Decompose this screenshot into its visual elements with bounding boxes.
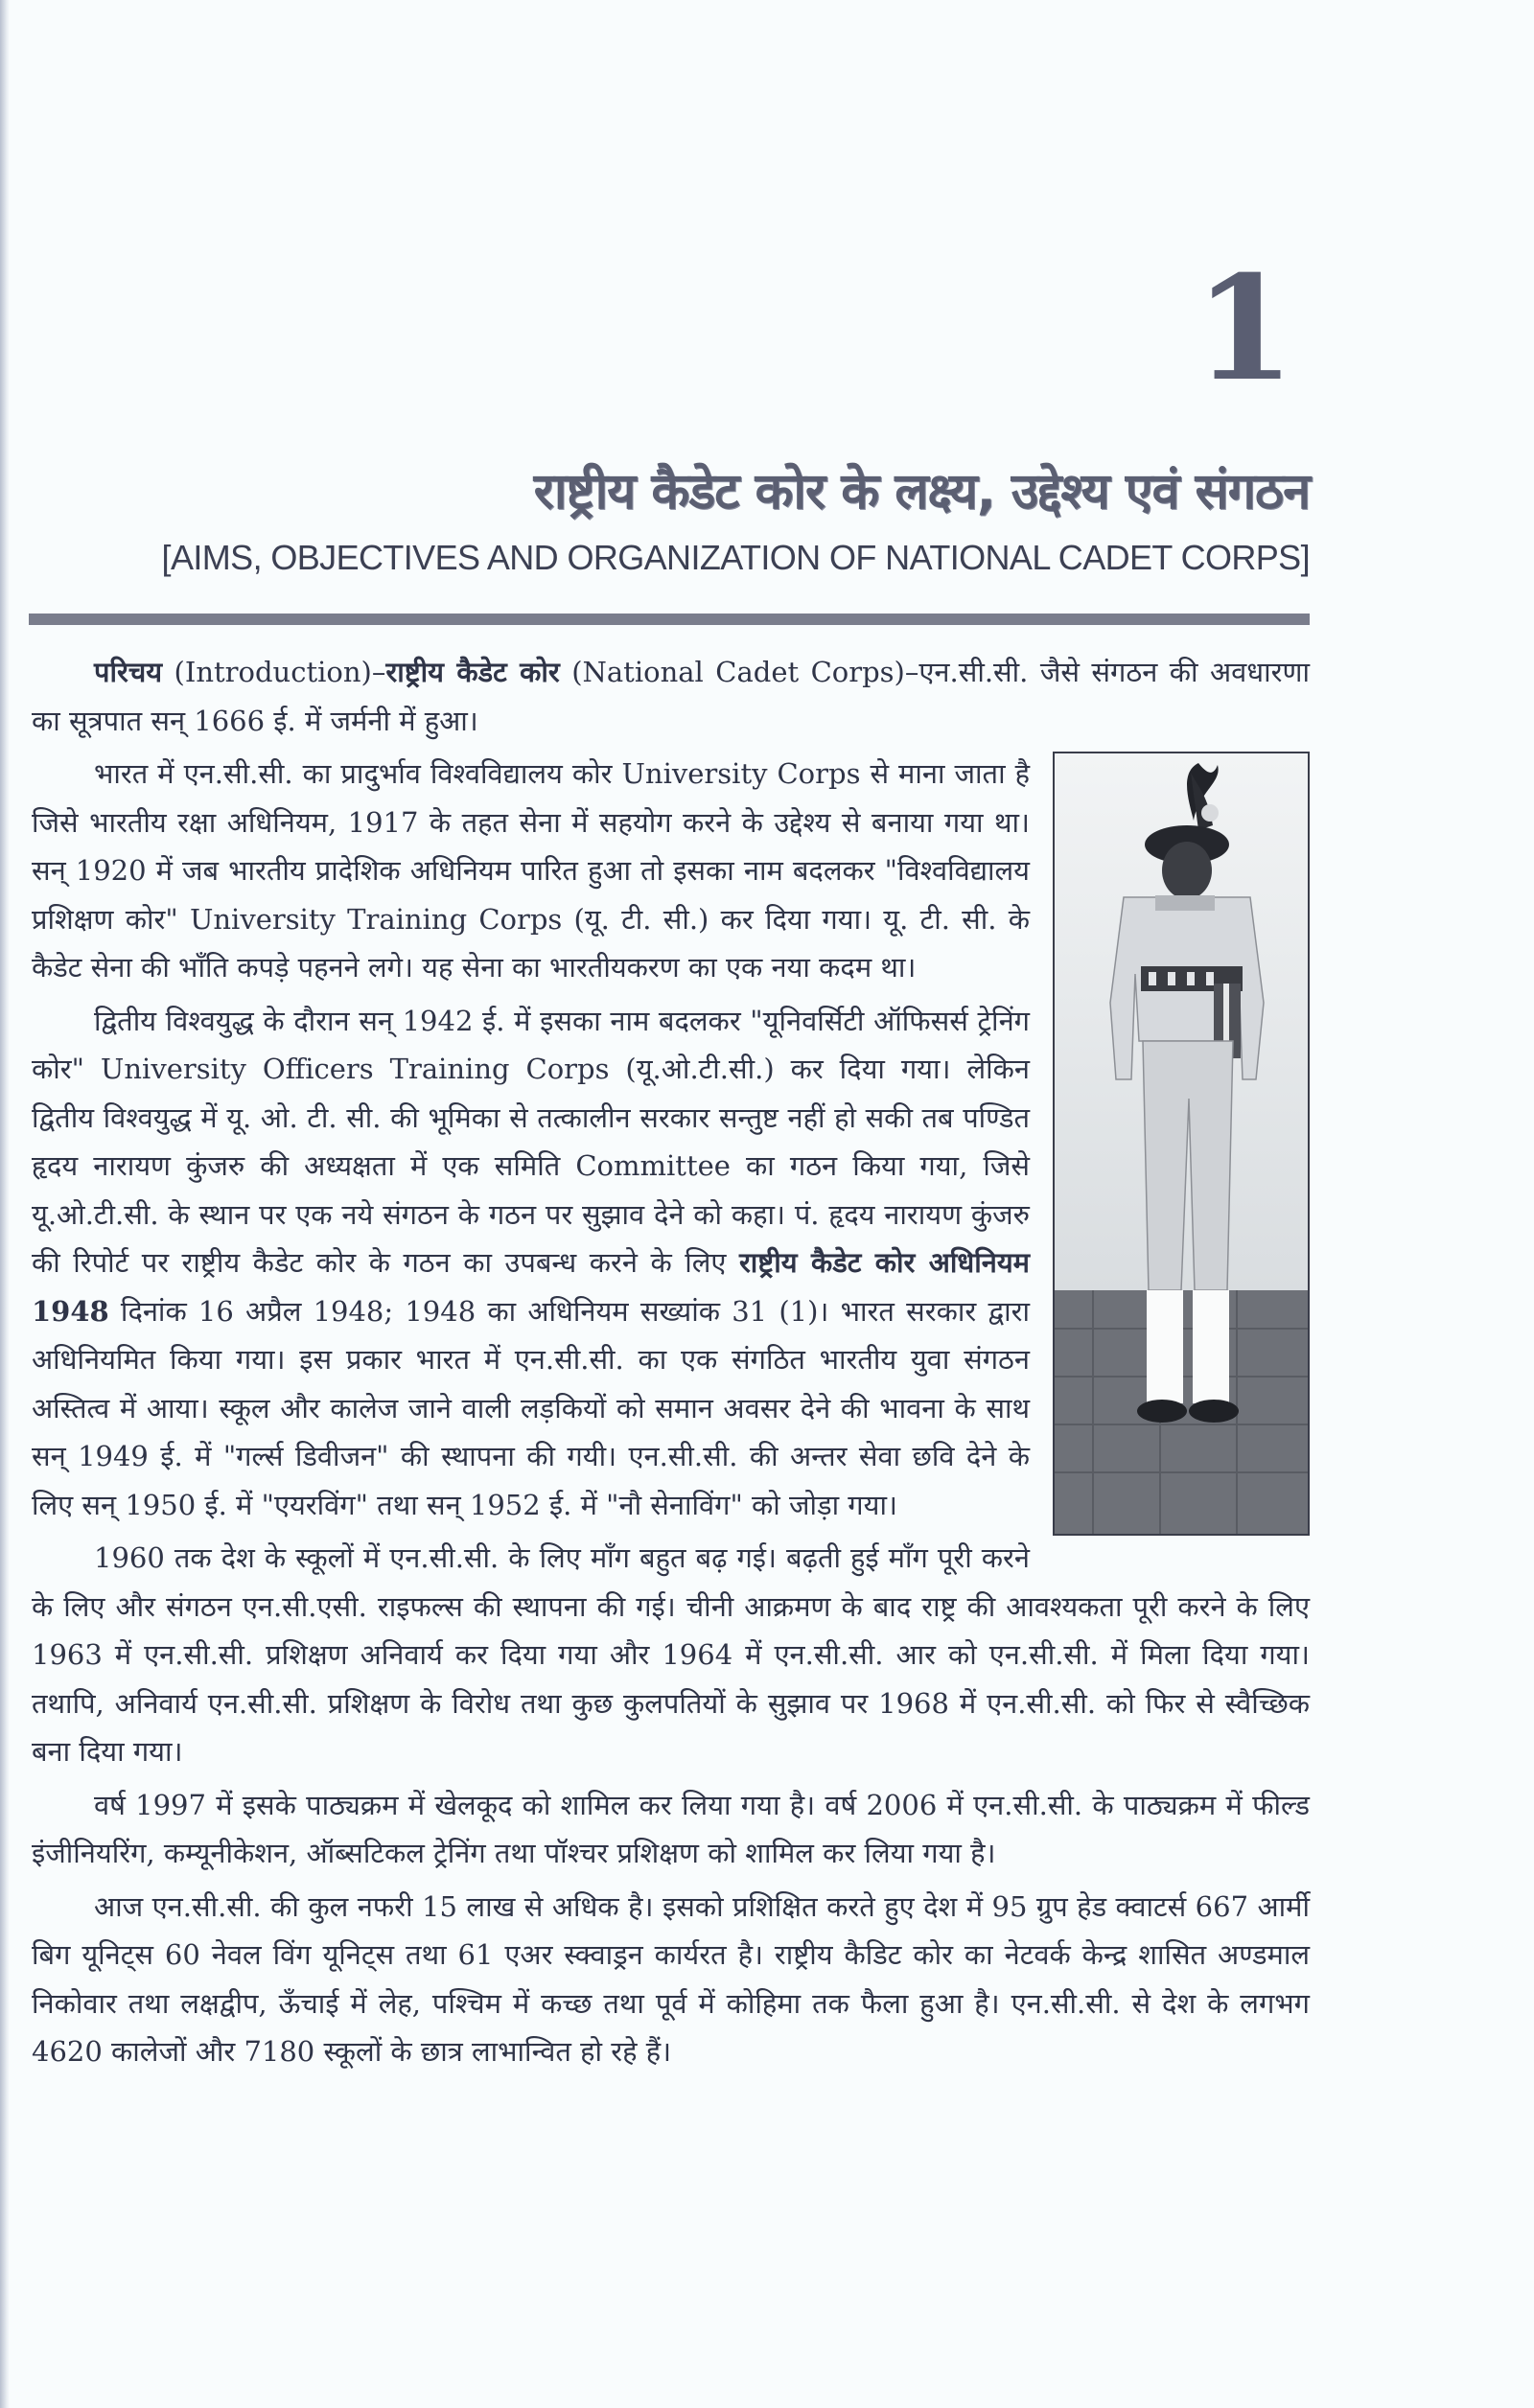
ncc-act-1948: राष्ट्रीय कैडेट कोर अधिनियम 1948 [32,1246,1030,1328]
title-divider-rule [29,614,1310,625]
chapter-body [32,648,1310,2081]
ncc-label: राष्ट्रीय कैडेट कोर [385,656,560,688]
paragraph-current-strength: आज एन.सी.सी. की कुल नफरी 15 लाख से अधिक है। इसको प्रशिक्षित करते हुए देश में 95 ग्रुप हेड क्वाटर्स 667 आर्मी बिग यूनिट्स 60 नेवल विंग यूनिट्स तथा 61 एअर स्क्वाड्रन कार्यरत है। राष्ट्रीय कैडिट कोर का नेटवर्क केन्द्र शासित अण्डमाल निकोवार तथा लक्षद्वीप, ऊँचाई में लेह, पश्चिम में कच्छ तथा पूर्व में कोहिमा तक फैला हुआ है। एन.सी.सी. से देश के लगभग 4620 कालेजों और 7180 स्कूलों के छात्र लाभान्वित हो रहे हैं। [32,1889,1310,2068]
cadet-photo [1053,752,1310,1536]
paragraph-1997-2006: वर्ष 1997 में इसके पाठ्यक्रम में खेलकूद को शामिल कर लिया गया है। वर्ष 2006 में एन.सी.सी. के पाठ्यक्रम में फील्ड इंजीनियरिंग, कम्यूनीकेशन, ऑब्सटिकल ट्रेनिंग तथा पॉश्चर प्रशिक्षण को शामिल कर लिया गया है। [32,1788,1310,1869]
chapter-title-english: [AIMS, OBJECTIVES AND ORGANIZATION OF NATIONAL CADET CORPS] [161,538,1310,577]
chapter-number: 1 [1195,244,1295,413]
paragraph-university-corps: भारत में एन.सी.सी. का प्रादुर्भाव विश्वविद्यालय कोर University Corps से माना जाता है जिसे भारतीय रक्षा अधिनियम, 1917 के तहत सेना में सहयोग करने के उद्देश्य से बनाया गया था। सन् 1920 में जब भारतीय प्रादेशिक अधिनियम पारित हुआ तो इसका नाम बदलकर "विश्वविद्यालय प्रशिक्षण कोर" University Training Corps (यू. टी. सी.) कर दिया गया। यू. टी. सी. के कैडेट सेना की भाँति कपड़े पहनने लगे। यह सेना का भारतीयकरण का एक नया कदम था। [32,757,1030,984]
intro-label: परिचय [94,656,163,688]
paragraph-1960s: 1960 तक देश के स्कूलों में एन.सी.सी. के लिए माँग बहुत बढ़ गई। बढ़ती हुई माँग पूरी करने के लिए और संगठन एन.सी.एसी. राइफल्स की स्थापना की गई। चीनी आक्रमण के बाद राष्ट्र की आवश्यकता पूरी करने के लिए 1963 में एन.सी.सी. प्रशिक्षण अनिवार्य कर दिया गया और 1964 में एन.सी.सी. आर को एन.सी.सी. में मिला दिया गया। तथापि, अनिवार्य एन.सी.सी. प्रशिक्षण के विरोध तथा कुछ कुलपतियों के सुझाव पर 1968 में एन.सी.सी. को फिर से स्वैच्छिक बना दिया गया। [32,1541,1310,1768]
paragraph-introduction: परिचय (Introduction)–राष्ट्रीय कैडेट कोर (National Cadet Corps)–एन.सी.सी. जैसे संगठन की अवधारणा का सूत्रपात सन् 1666 ई. में जर्मनी में हुआ। [32,656,1310,737]
page-binding-edge [0,0,10,2408]
chapter-title-hindi: राष्ट्रीय कैडेट कोर के लक्ष्य, उद्देश्य एवं संगठन [533,463,1310,521]
paragraph-uotc-1948-act: द्वितीय विश्वयुद्ध के दौरान सन् 1942 ई. में इसका नाम बदलकर "यूनिवर्सिटी ऑफिसर्स ट्रेनिंग कोर" University Officers Training Corps (यू.ओ.टी.सी.) कर दिया गया। लेकिन द्वितीय विश्वयुद्ध में यू. ओ. टी. सी. की भूमिका से तत्कालीन सरकार सन्तुष्ट नहीं हो सकी तब पण्डित हृदय नारायण कुंजरु की अध्यक्षता में एक समिति Committee का गठन किया गया, जिसे यू.ओ.टी.सी. के स्थान पर एक नये संगठन के गठन पर सुझाव देने को कहा। पं. हृदय नारायण कुंजरु की रिपोर्ट पर राष्ट्रीय कैडेट कोर के गठन का उपबन्ध करने के लिए राष्ट्रीय कैडेट कोर अधिनियम 1948 दिनांक 16 अप्रैल 1948; 1948 का अधिनियम सख्यांक 31 (1)। भारत सरकार द्वारा अधिनियमित किया गया। इस प्रकार भारत में एन.सी.सी. का एक संगठित भारतीय युवा संगठन अस्तित्व में आया। स्कूल और कालेज जाने वाली लड़कियों को समान अवसर देने की भावना के साथ सन् 1949 ई. में "गर्ल्स डिवीजन" की स्थापना की गयी। एन.सी.सी. की अन्तर सेवा छवि देने के लिए सन् 1950 ई. में "एयरविंग" तथा सन् 1952 ई. में "नौ सेनाविंग" को जोड़ा गया। [32,1004,1030,1521]
cadet-photo-icon [1055,753,1308,1534]
